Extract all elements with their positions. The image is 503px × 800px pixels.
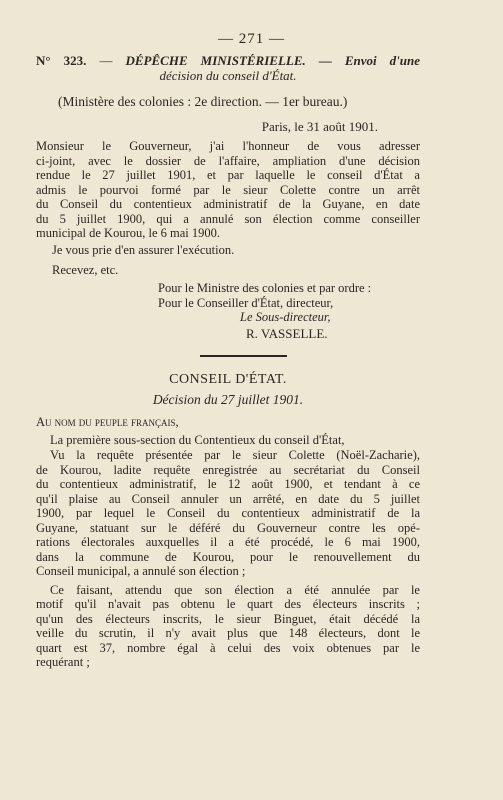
council-in-name: Au nom du peuple français, — [36, 415, 179, 429]
council-line: qu'un des électeurs inscrits, le sieur Binguet, était décédé la — [36, 611, 420, 626]
dispatch-subject-1: — Envoi d'une — [318, 53, 421, 68]
section-separator — [200, 355, 287, 357]
letter-body — [36, 139, 420, 278]
letter-line: municipal de Kourou, le 6 mai 1900. — [36, 226, 220, 240]
letter-line: ci-joint, avec le dossier de l'affaire, ampliation d'une décision — [36, 153, 420, 168]
letter-line: du 5 juillet 1900, qui a annulé son élection comme conseiller — [36, 211, 420, 226]
council-paragraph-2 — [36, 583, 420, 670]
heading-line-1 — [36, 54, 420, 69]
heading-dash: — — [99, 53, 113, 68]
council-heading — [36, 372, 420, 408]
dispatch-subject-2: décision du conseil d'État. — [159, 67, 297, 83]
council-line: requérant ; — [36, 655, 90, 669]
council-line: de Kourou, ladite requête enregistrée au secrétariat du Conseil — [36, 462, 420, 477]
council-line: Vu la requête présentée par le sieur Colette (Noël-Zacharie), — [50, 448, 420, 462]
council-paragraph-1 — [36, 448, 420, 579]
signature-block — [158, 281, 420, 341]
signature-line-1: Pour le Ministre des colonies et par ordre : — [158, 281, 372, 295]
council-line: 1900, par lequel le Conseil du contentieux administratif de la — [36, 506, 420, 520]
council-line: qu'il plaise au Conseil annuler un arrêté, en date du 5 juillet — [36, 491, 420, 506]
letter-request: Je vous prie d'en assurer l'exécution. — [52, 242, 235, 257]
letter-line: Monsieur le Gouverneur, j'ai l'honneur de vous adresser — [36, 139, 420, 153]
letter-greeting: Recevez, etc. — [52, 263, 119, 277]
council-line: veille du scrutin, il n'y avait plus que 148 électeurs, dont le — [36, 626, 420, 640]
letter-line: du Conseil du contentieux administratif de la Guyane, en date — [36, 197, 420, 211]
ministry-line-wrap — [58, 95, 418, 110]
ministry-line: (Ministère des colonies : 2e direction. — 1er bureau.) — [58, 94, 348, 109]
signature-line-2: Pour le Conseiller d'État, directeur, — [158, 295, 334, 310]
council-decision-date: Décision du 27 juillet 1901. — [152, 392, 304, 407]
date-line: Paris, le 31 août 1901. — [261, 119, 378, 134]
page-number: — 271 — — [218, 31, 285, 47]
council-line: quart est 37, nombre égal à celui des voix obtenues par le — [36, 640, 420, 655]
letter-line: rendue le 27 juillet 1901, et par laquelle le conseil d'État a — [36, 168, 420, 182]
date-wrap — [36, 120, 378, 135]
signature-name: R. VASSELLE. — [246, 325, 328, 341]
dispatch-title: DÉPÊCHE MINISTÉRIELLE. — [125, 53, 306, 68]
council-line: Ce faisant, attendu que son élection a été annulée par le — [50, 582, 420, 597]
council-line: rations électorales auxquelles il a été procédé, le 6 mai 1900, — [36, 535, 420, 549]
council-section: La première sous-section du Contentieux du conseil d'État, — [50, 432, 345, 447]
letter-line: admis le pourvoi formé par le sieur Colette contre un arrêt — [36, 182, 420, 197]
council-line: dans la commune de Kourou, pour le renouvellement du — [36, 549, 420, 564]
dispatch-number: N° 323. — [36, 53, 87, 68]
council-title: CONSEIL D'ÉTAT. — [169, 372, 287, 387]
council-body — [36, 415, 420, 670]
council-line: Conseil municipal, a annulé son élection ; — [36, 564, 246, 578]
signature-line-3: Le Sous-directeur, — [240, 310, 331, 324]
council-line: du contentieux administratif, le 12 août 1900, et tendant à ce — [36, 477, 420, 491]
council-line: Guyane, statuant sur le déféré du Gouverneur contre les opé- — [36, 520, 420, 535]
council-line: motif qu'il n'avait pas obtenu le quart des électeurs inscrits ; — [36, 597, 420, 611]
dispatch-heading — [36, 54, 420, 83]
